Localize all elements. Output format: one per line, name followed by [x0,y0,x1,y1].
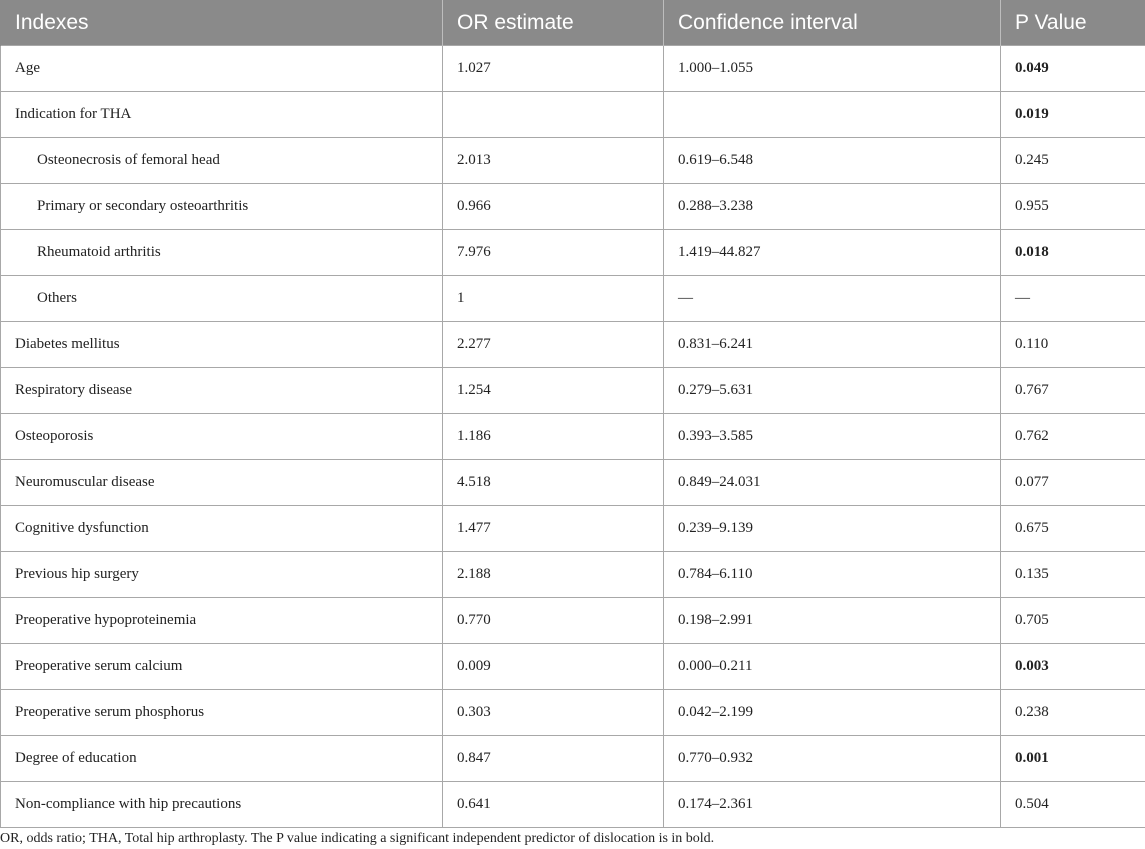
row-p-cell: 0.675 [1001,506,1145,552]
row-ci-cell: 0.784–6.110 [664,552,1001,598]
row-or-cell: 0.641 [443,782,664,828]
row-index-cell: Primary or secondary osteoarthritis [1,184,443,230]
row-p-cell: 0.019 [1001,92,1145,138]
table-row [1,46,1145,92]
row-p-cell: 0.504 [1001,782,1145,828]
row-ci-cell: 0.619–6.548 [664,138,1001,184]
header-indexes: Indexes [1,0,443,46]
row-p-cell: 0.110 [1001,322,1145,368]
table-row [1,552,1145,598]
row-p-cell: 0.767 [1001,368,1145,414]
row-index-cell: Osteonecrosis of femoral head [1,138,443,184]
row-ci-cell: 1.419–44.827 [664,230,1001,276]
row-or-cell: 1.186 [443,414,664,460]
table-row [1,322,1145,368]
row-p-cell: 0.245 [1001,138,1145,184]
table-row [1,230,1145,276]
row-ci-cell: 0.770–0.932 [664,736,1001,782]
row-or-cell: 2.277 [443,322,664,368]
row-index-cell: Previous hip surgery [1,552,443,598]
row-or-cell: 0.303 [443,690,664,736]
table-header [1,0,1145,46]
row-or-cell: 1.477 [443,506,664,552]
row-p-cell: 0.018 [1001,230,1145,276]
row-or-cell: 2.188 [443,552,664,598]
row-index-cell: Others [1,276,443,322]
row-index-cell: Cognitive dysfunction [1,506,443,552]
table-row [1,598,1145,644]
row-or-cell: 0.770 [443,598,664,644]
row-ci-cell: — [664,276,1001,322]
row-index-cell: Degree of education [1,736,443,782]
table-row [1,460,1145,506]
row-index-cell: Preoperative serum phosphorus [1,690,443,736]
table-row [1,414,1145,460]
row-p-cell: 0.077 [1001,460,1145,506]
row-p-cell: 0.762 [1001,414,1145,460]
row-p-cell: 0.135 [1001,552,1145,598]
table-row [1,644,1145,690]
row-or-cell: 0.009 [443,644,664,690]
table-row [1,506,1145,552]
table-row [1,276,1145,322]
row-or-cell: 7.976 [443,230,664,276]
row-index-cell: Preoperative serum calcium [1,644,443,690]
table-footnote: OR, odds ratio; THA, Total hip arthroplasty. The P value indicating a significant independent predictor of dislocation is in bold. [0,831,715,846]
row-ci-cell: 0.174–2.361 [664,782,1001,828]
header-p-value: P Value [1001,0,1145,46]
row-ci-cell: 0.042–2.199 [664,690,1001,736]
row-or-cell: 1 [443,276,664,322]
header-confidence-interval: Confidence interval [664,0,1001,46]
row-ci-cell: 0.849–24.031 [664,460,1001,506]
row-index-cell: Age [1,46,443,92]
row-p-cell: 0.955 [1001,184,1145,230]
row-ci-cell [664,92,1001,138]
row-index-cell: Neuromuscular disease [1,460,443,506]
table-row [1,138,1145,184]
row-p-cell: 0.705 [1001,598,1145,644]
table-row [1,690,1145,736]
table-row [1,782,1145,828]
row-ci-cell: 1.000–1.055 [664,46,1001,92]
row-ci-cell: 0.279–5.631 [664,368,1001,414]
table-row [1,184,1145,230]
row-or-cell: 2.013 [443,138,664,184]
row-or-cell: 4.518 [443,460,664,506]
header-or-estimate: OR estimate [443,0,664,46]
table-body [1,46,1145,828]
header-row [1,0,1145,46]
row-p-cell: 0.049 [1001,46,1145,92]
table-row [1,368,1145,414]
row-p-cell: 0.238 [1001,690,1145,736]
row-ci-cell: 0.288–3.238 [664,184,1001,230]
row-index-cell: Respiratory disease [1,368,443,414]
table-row [1,92,1145,138]
row-index-cell: Non-compliance with hip precautions [1,782,443,828]
row-ci-cell: 0.239–9.139 [664,506,1001,552]
row-p-cell: 0.001 [1001,736,1145,782]
row-or-cell: 0.966 [443,184,664,230]
table-row [1,736,1145,782]
row-or-cell: 0.847 [443,736,664,782]
row-index-cell: Diabetes mellitus [1,322,443,368]
row-or-cell: 1.254 [443,368,664,414]
row-p-cell: 0.003 [1001,644,1145,690]
row-ci-cell: 0.198–2.991 [664,598,1001,644]
row-or-cell: 1.027 [443,46,664,92]
row-ci-cell: 0.393–3.585 [664,414,1001,460]
row-index-cell: Indication for THA [1,92,443,138]
row-ci-cell: 0.831–6.241 [664,322,1001,368]
row-ci-cell: 0.000–0.211 [664,644,1001,690]
row-index-cell: Preoperative hypoproteinemia [1,598,443,644]
row-or-cell [443,92,664,138]
row-index-cell: Osteoporosis [1,414,443,460]
row-p-cell: — [1001,276,1145,322]
row-index-cell: Rheumatoid arthritis [1,230,443,276]
